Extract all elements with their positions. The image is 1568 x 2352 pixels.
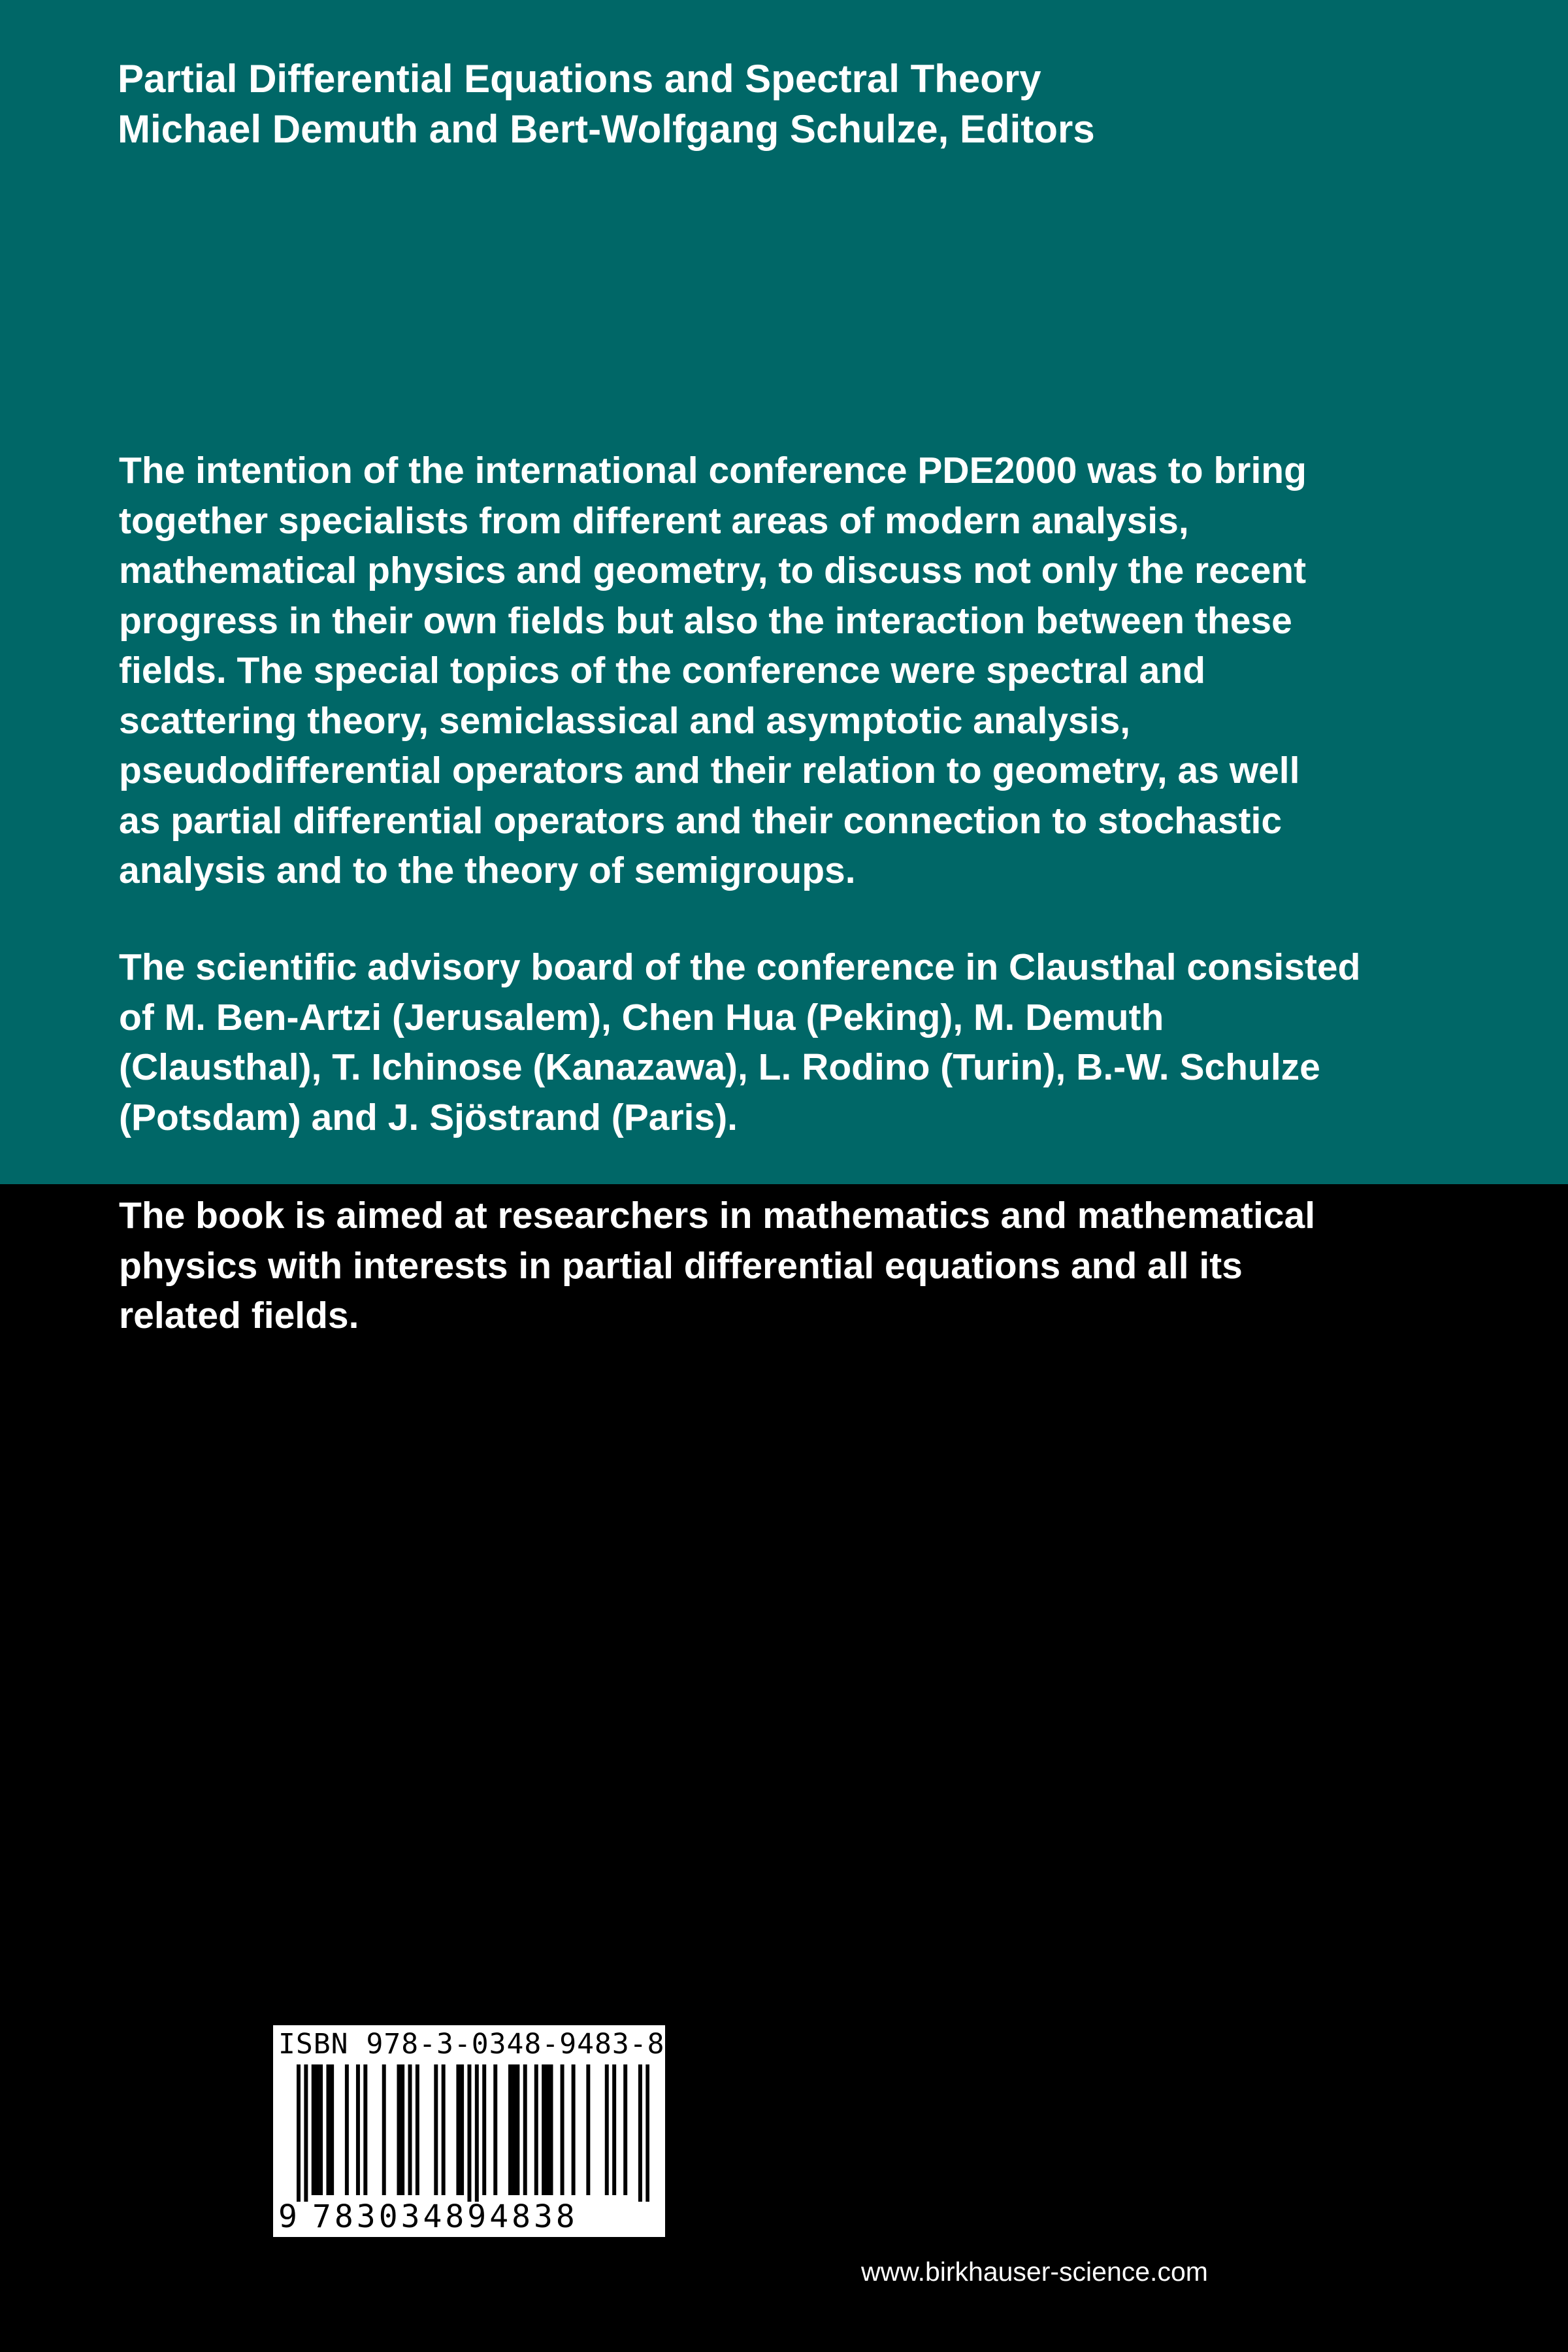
text-line: pseudodifferential operators and their relation to geometry, as well: [119, 750, 1300, 791]
barcode-bars: [297, 2064, 649, 2202]
barcode-bar: [442, 2064, 446, 2195]
barcode-bar: [416, 2064, 419, 2195]
text-line: scattering theory, semiclassical and asymptotic analysis,: [119, 699, 1131, 742]
barcode-digit-string: 783034894838: [312, 2198, 578, 2235]
text-line: physics with interests in partial differential equations and all its: [119, 1244, 1243, 1287]
text-line: (Potsdam) and J. Sjöstrand (Paris).: [119, 1096, 738, 1138]
barcode-bar: [434, 2064, 438, 2195]
barcode-bar: [605, 2064, 609, 2195]
barcode-bar: [297, 2064, 301, 2202]
text-line: progress in their own fields but also the interaction between these: [119, 599, 1292, 642]
isbn-label: ISBN 978-3-0348-9483-8: [278, 2028, 665, 2061]
barcode-bar: [456, 2064, 460, 2195]
barcode-bar: [382, 2064, 386, 2195]
barcode-bar: [312, 2064, 316, 2195]
barcode-bar: [356, 2064, 360, 2195]
text-line: of M. Ben-Artzi (Jerusalem), Chen Hua (Peking), M. Demuth: [119, 996, 1164, 1038]
barcode-bar: [638, 2064, 642, 2202]
barcode-bar: [475, 2064, 479, 2202]
barcode-bar: [408, 2064, 412, 2195]
barcode-bar: [363, 2064, 367, 2195]
barcode-bar: [645, 2064, 649, 2202]
publisher-website: www.birkhauser-science.com: [861, 2257, 1208, 2287]
text-line: analysis and to the theory of semigroups.: [119, 850, 856, 891]
text-line: mathematical physics and geometry, to discuss not only the recent: [119, 550, 1307, 591]
barcode-first-digit: 9: [278, 2198, 297, 2235]
barcode-bar: [623, 2064, 627, 2195]
barcode-bar: [512, 2064, 516, 2195]
barcode-bar: [467, 2064, 471, 2202]
barcode-bar: [572, 2064, 576, 2195]
text-line: fields. The special topics of the conference were spectral and: [119, 650, 1206, 691]
barcode-bar: [482, 2064, 486, 2195]
barcode-bar: [549, 2064, 553, 2195]
barcode-bar: [345, 2064, 349, 2195]
barcode-bar: [397, 2064, 400, 2195]
barcode-bar: [586, 2064, 590, 2195]
series-editors: Michael Demuth and Bert-Wolfgang Schulze, Editors: [118, 107, 1095, 151]
series-title: Partial Differential Equations and Spectral Theory: [118, 57, 1041, 101]
barcode-bar: [542, 2064, 546, 2195]
barcode-bar: [326, 2064, 330, 2195]
barcode-bar: [493, 2064, 497, 2195]
description-paragraph-1: [119, 446, 1307, 896]
barcode-digits: [273, 2198, 665, 2235]
text-line: The scientific advisory board of the conference in Clausthal consisted: [119, 946, 1361, 988]
barcode-bar: [304, 2064, 308, 2202]
description-paragraph-3: [119, 1191, 1315, 1341]
text-line: The intention of the international conference PDE2000 was to bring: [119, 450, 1307, 491]
barcode-bar: [315, 2064, 319, 2195]
text-line: related fields.: [119, 1295, 359, 1336]
barcode-bar: [561, 2064, 564, 2195]
barcode-bar: [612, 2064, 616, 2195]
barcode-bar: [534, 2064, 538, 2195]
text-line: The book is aimed at researchers in mathematics and mathematical: [119, 1195, 1316, 1236]
series-header: [118, 54, 1095, 154]
barcode-bar: [515, 2064, 519, 2195]
barcode-bar: [546, 2064, 549, 2195]
barcode-bar: [460, 2064, 464, 2195]
isbn-barcode: [273, 2025, 665, 2237]
black-panel: [0, 1184, 1568, 2352]
barcode-bar: [330, 2064, 334, 2195]
barcode-bar: [400, 2064, 404, 2195]
barcode-bar: [523, 2064, 527, 2195]
barcode-bar: [319, 2064, 323, 2195]
text-line: together specialists from different areas of modern analysis,: [119, 499, 1189, 542]
barcode-bar: [508, 2064, 512, 2195]
text-line: (Clausthal), T. Ichinose (Kanazawa), L. Rodino (Turin), B.-W. Schulze: [119, 1046, 1320, 1088]
text-line: as partial differential operators and their connection to stochastic: [119, 799, 1282, 842]
description-paragraph-2: [119, 942, 1360, 1142]
